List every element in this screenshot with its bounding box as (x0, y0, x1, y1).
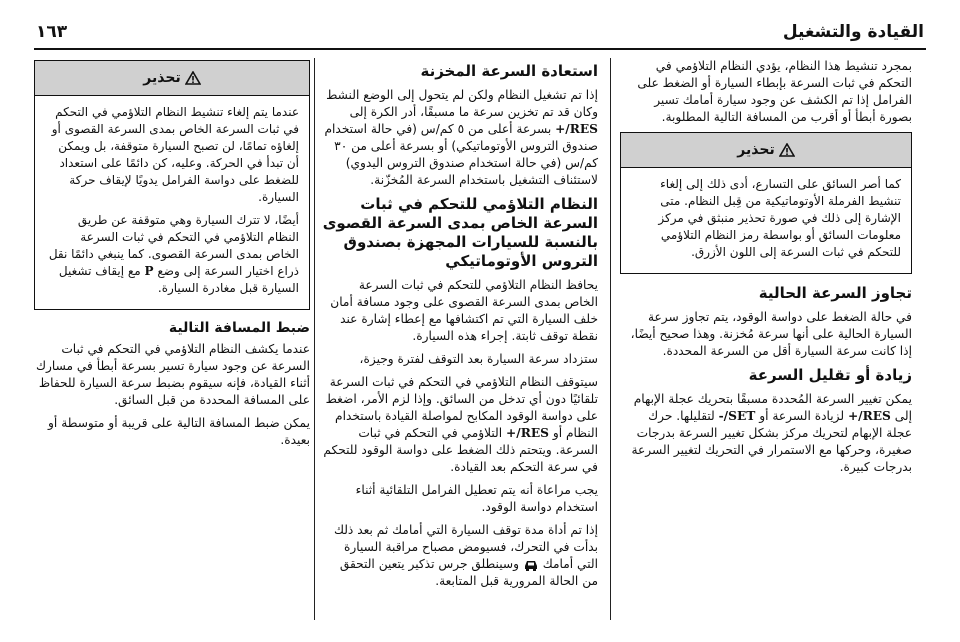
page-header (36, 20, 924, 44)
heading-resume-speed: استعادة السرعة المخزنة (420, 62, 598, 80)
resume-text-b: بسرعة أعلى من ٥ كم/س (في حالة استخدام صندوق التروس الأوتوماتيكي) أو بسرعة أعلى من ٣٠ كم/س (في حالة استخدام صندوق التروس اليدوي) لاستئناف التشغيل باستخدام السرعة المُخزّنة. (324, 122, 598, 187)
warning-header (621, 133, 911, 168)
system-paragraph-2: ستزداد سرعة السيارة بعد التوقف لفترة وجيزة، (359, 352, 598, 366)
distance-paragraph-1: عندما يكشف النظام التلاؤمي في التحكم في ثبات السرعة عن وجود سيارة تسير بسرعة أبطأ في مسارك أثناء القيادة، فإنه سيقوم بضبط سرعة السيارة للحفاظ على المسافة المحددة من قبل السائق. (35, 342, 310, 407)
warning-box-right (620, 132, 912, 274)
warning-left-text-2b: مع إيقاف تشغيل السيارة قبل مغادرة السيارة. (58, 264, 299, 295)
warning-box-left (34, 60, 310, 310)
column-left (34, 58, 310, 455)
page-title: القيادة والتشغيل (782, 22, 924, 42)
exceed-speed-paragraph: في حالة الضغط على دواسة الوقود، يتم تجاوز سرعة السيارة الحالية على أنها سرعة مُخزنة. وهذا صحيح أيضًا، إذا كانت سرعة السيارة أقل من السرعة المحددة. (630, 310, 912, 358)
change-speed-text-b: لزيادة السرعة أو (759, 409, 845, 423)
warning-header-left (35, 61, 309, 96)
warning-left-text-2a: أيضًا، لا تترك السيارة وهي متوقفة عن طريق النظام التلاؤمي في التحكم في ثبات السرعة الخاص بمدى السرعة القصوى. كما ينبغي دائمًا نقل ذراع اختيار السرعة إلى وضع (48, 213, 299, 278)
res-code-mid-2: RES/+ (506, 426, 549, 440)
warning-body-left (35, 96, 309, 309)
system-paragraph-1: يحافظ النظام التلاؤمي للتحكم في ثبات السرعة الخاص بمدى السرعة القصوى على وجود مسافة أمان خلف السيارة التي تم اكتشافها مع إعطاء إشارة عند نقطة توقف ثابتة. إجراء هذه السيارة. (330, 278, 598, 343)
warning-text: كما أصر السائق على التسارع، أدى ذلك إلى إلغاء تنشيط الفرملة الأوتوماتيكية من قِبل النظام. متى الإشارة إلى ذلك في صورة تحذير منبثق في مركز معلومات السائق أو بواسطة رمز النظام التلاؤمي للتحكم في ثبات السرعة إلى اللون الأزرق. (658, 177, 901, 259)
change-speed-paragraph (620, 391, 912, 476)
vehicle-ahead-icon (523, 559, 539, 571)
system-text-6b: وسينطلق جرس تذكير يتعين التحقق من الحالة المرورية قبل المتابعة. (339, 557, 598, 588)
warning-triangle-icon (779, 143, 795, 157)
system-text-6a: إذا تم أداة مدة توقف السيارة التي أمامك ثم بعد ذلك بدأت في التحرك، فسيومض مصباح مراقبة السيارة التي أمامك (333, 523, 598, 571)
change-speed-text-c: لتقليلها. حرك عجلة الإبهام لتحريك مركز بشكل تغيير السرعة بدرجات صغيرة، وحركها مع الاستمرار في التحريك لتغيير السرعة بدرجات كبيرة. (631, 409, 912, 474)
system-text-3: سيتوقف النظام التلاؤمي في التحكم في ثبات السرعة تلقائيًا دون أي تدخل من السائق. وإذا لزم الأمر، اضغط على دواسة الوقود المكابح لمواصلة القيادة باستخدام النظام أو (325, 375, 598, 440)
header-rule (34, 48, 926, 50)
res-code-mid: RES/+ (555, 122, 598, 136)
park-code: P (144, 264, 154, 278)
intro-paragraph: بمجرد تنشيط هذا النظام، يؤدي النظام التلاؤمي في التحكم في ثبات السرعة بإبطاء السيارة أو الضغط على الفرامل إذا تم الكشف عن وجود سيارة أمامك تسير بصورة أبطأ أو أقرب من المسافة التالية المطلوبة. (637, 59, 912, 124)
column-divider-right (610, 58, 611, 620)
heading-exceed-speed: تجاوز السرعة الحالية (758, 284, 912, 302)
warning-left-paragraph-2 (45, 212, 299, 297)
heading-following-distance: ضبط المسافة التالية (168, 320, 310, 336)
res-code: RES/+ (847, 409, 891, 423)
heading-adaptive-system: النظام التلاؤمي للتحكم في ثبات السرعة الخاص بمدى السرعة القصوى بالنسبة للسيارات المجهزة بصندوق التروس الأوتوماتيكي (322, 195, 598, 270)
resume-paragraph (322, 87, 598, 189)
system-paragraph-3 (322, 374, 598, 476)
warning-triangle-icon (185, 71, 201, 85)
system-text-4: التلاؤمي في التحكم في ثبات السرعة. ويتحتم ذلك الضغط على دواسة الوقود للتحكم في سرعة التحكم بعد القيادة. (323, 426, 598, 474)
warning-body (621, 168, 911, 273)
warning-title: تحذير (737, 142, 775, 158)
column-divider-left (314, 58, 315, 620)
set-code: SET/- (718, 409, 756, 423)
column-right (620, 58, 912, 482)
warning-left-paragraph-1: عندما يتم إلغاء تنشيط النظام التلاؤمي في التحكم في ثبات السرعة الخاص بمدى السرعة القصوى أو إلغاؤه تمامًا، لن تصبح السيارة متوقفة، بل ويمكن أن تبدأ في الحركة. وعليه، كن دائمًا على استعداد للضغط على دواسة الفرامل يدويًا لإيقاف حركة السيارة. (51, 105, 299, 204)
heading-change-speed: زيادة أو تقليل السرعة (748, 366, 912, 384)
page-number: ١٦٣ (36, 22, 68, 42)
resume-text-a: إذا تم تشغيل النظام ولكن لم يتحول إلى الوضع النشط وكان قد تم تخزين سرعة ما مسبقًا، أدر الكرة إلى (326, 88, 598, 119)
change-speed-text-a: يمكن تغيير السرعة المُحددة مسبقًا بتحريك عجلة الإبهام إلى (633, 392, 912, 423)
system-paragraph-5: يجب مراعاة أنه يتم تعطيل الفرامل التلقائية أثناء استخدام دواسة الوقود. (355, 483, 598, 514)
warning-title-left: تحذير (143, 70, 181, 86)
distance-paragraph-2: يمكن ضبط المسافة التالية على قريبة أو متوسطة أو بعيدة. (48, 416, 310, 447)
system-paragraph-6 (322, 522, 598, 590)
column-middle (322, 58, 598, 596)
